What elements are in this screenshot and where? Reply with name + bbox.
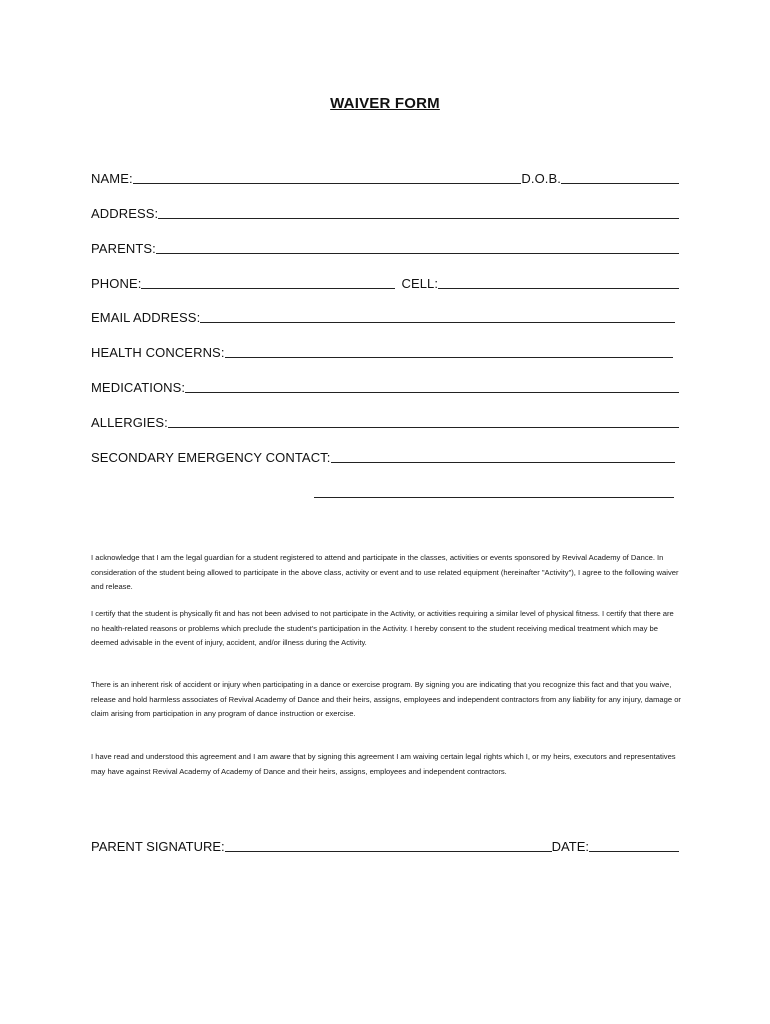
secondary-contact-field[interactable]: [331, 462, 676, 463]
address-label: ADDRESS:: [91, 206, 159, 221]
cell-field[interactable]: [438, 288, 679, 289]
secondary-contact-field-2[interactable]: [314, 497, 674, 498]
agreement-paragraph: I have read and understood this agreement and I am aware that by signing this agreement I am waiving certain legal rights which I, or my heirs, executors and representatives may have against Revival Academy of Academy of Dance and their heirs, assigns, employees and independent contractors.: [91, 752, 676, 776]
allergies-row: [91, 410, 679, 430]
name-field[interactable]: [133, 183, 522, 184]
secondary-contact-row: [91, 445, 675, 465]
phone-label: PHONE:: [91, 276, 142, 291]
address-row: [91, 201, 679, 221]
health-label: HEALTH CONCERNS:: [91, 345, 225, 360]
medications-label: MEDICATIONS:: [91, 380, 186, 395]
secondary-contact-label: SECONDARY EMERGENCY CONTACT:: [91, 450, 331, 465]
acknowledgement-paragraph: I acknowledge that I am the legal guardian for a student registered to attend and participate in the classes, activities or events sponsored by Revival Academy of Dance. In consideration of the student being allowed to participate in the above class, activity or event and to use related equipment (hereinafter "Activity"), I agree to the following waiver and release.: [91, 553, 679, 591]
fitness-certification-paragraph: I certify that the student is physically fit and has not been advised to not participate in the Activity, or activities requiring a similar level of physical fitness. I certify that there are no health-related reasons or problems which preclude the student's participation in the Activity. I hereby consent to the student receiving medical treatment which may be deemed advisable in the event of injury, accident, and/or illness during the Activity.: [91, 609, 674, 647]
parent-signature-label: PARENT SIGNATURE:: [91, 839, 225, 854]
secondary-contact-row-2: [314, 480, 674, 500]
page-title: WAIVER FORM: [330, 95, 440, 112]
address-field[interactable]: [158, 218, 679, 219]
parents-row: [91, 236, 679, 256]
parents-label: PARENTS:: [91, 241, 156, 256]
name-dob-row: [91, 166, 679, 186]
signature-row: [91, 834, 679, 854]
date-label: DATE:: [551, 839, 589, 854]
health-row: [91, 340, 673, 360]
medications-field[interactable]: [185, 392, 679, 393]
allergies-label: ALLERGIES:: [91, 415, 168, 430]
email-row: [91, 305, 675, 325]
phone-field[interactable]: [141, 288, 395, 289]
dob-field[interactable]: [561, 183, 679, 184]
parent-signature-field[interactable]: [225, 851, 552, 852]
health-field[interactable]: [225, 357, 673, 358]
dob-label: D.O.B.: [521, 171, 561, 186]
allergies-field[interactable]: [168, 427, 679, 428]
date-field[interactable]: [589, 851, 679, 852]
parents-field[interactable]: [156, 253, 679, 254]
phone-cell-row: [91, 271, 679, 291]
risk-paragraph: There is an inherent risk of accident or injury when participating in a dance or exercise program. By signing you are indicating that you recognize this fact and that you waive, release and hold harmless associates of Revival Academy of Dance and their heirs, assigns, employees and independent contractors from any liability for any injury, damage or claim arising from participation in any program of dance instruction or exercise.: [91, 680, 681, 718]
medications-row: [91, 375, 679, 395]
email-label: EMAIL ADDRESS:: [91, 310, 201, 325]
cell-label: CELL:: [401, 276, 439, 291]
email-field[interactable]: [200, 322, 675, 323]
name-label: NAME:: [91, 171, 133, 186]
